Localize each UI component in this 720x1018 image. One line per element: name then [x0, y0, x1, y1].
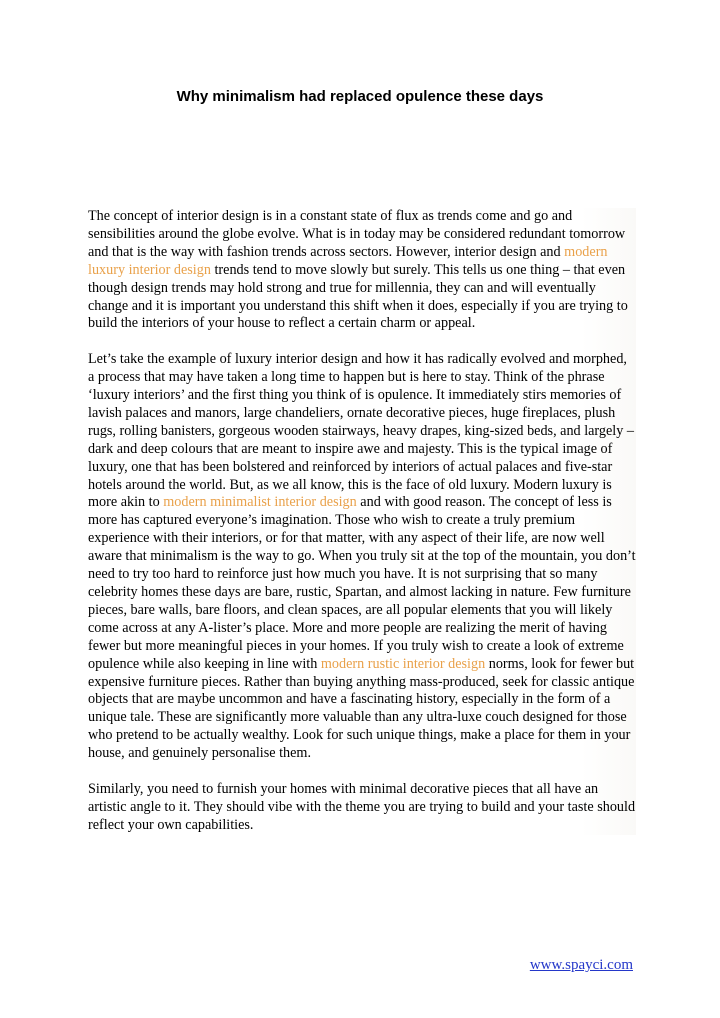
paragraph-2-text-end: norms, look for fewer but expensive furniture pieces. Rather than buying anything mass-produced, seek for classic antique objects that are maybe uncommon and have a fascinating history, especially in the form of a unique tale. These are significantly more valuable than any ultra-luxe couch designed for those who pretend to be actually wealthy. Look for such unique things, make a place for them in your house, and genuinely personalise them.	[88, 655, 635, 762]
modern-luxury-interior-design-link[interactable]: modern luxury interior design	[88, 243, 608, 278]
paragraph-1-text-end: trends tend to move slowly but surely. This tells us one thing – that even though design trends may hold strong and true for millennia, they can and will eventually change and it is important you understand this shift when it does, especially if you are trying to build the interiors of your house to reflect a certain charm or appeal.	[88, 261, 628, 332]
article-body	[88, 208, 636, 835]
page-title: Why minimalism had replaced opulence these days	[176, 88, 544, 105]
footer-website-link[interactable]: www.spayci.com	[529, 957, 633, 973]
paragraph-1	[88, 208, 636, 333]
paragraph-2	[88, 351, 636, 763]
modern-minimalist-interior-design-link[interactable]: modern minimalist interior design	[163, 494, 357, 511]
paragraph-3: Similarly, you need to furnish your homes with minimal decorative pieces that all have an artistic angle to it. They should vibe with the theme you are trying to build and your taste should reflect your own capabilities.	[88, 780, 636, 833]
paragraph-1-text-start: The concept of interior design is in a constant state of flux as trends come and go and sensibilities around the globe evolve. What is in today may be considered redundant tomorrow and that is the way with fashion trends across sectors. However, interior design and	[88, 208, 626, 260]
paragraph-2-text-middle: and with good reason. The concept of less is more has captured everyone’s imagination. Those who wish to create a truly premium experience with their interiors, or for that matter, with any aspect of their life, are now well aware that minimalism is the way to go. When you truly sit at the top of the mountain, you don’t need to try too hard to reinforce just how much you have. It is not surprising that so many celebrity homes these days are bare, rustic, Spartan, and almost lacking in nature. Few furniture pieces, bare walls, bare floors, and clean spaces, are all popular elements that you will likely come across at any A-lister’s place. More and more people are realizing the merit of having fewer but more meaningful pieces in your homes. If you truly wish to create a look of extreme opulence while also keeping in line with	[88, 494, 636, 672]
paragraph-2-text-start: Let’s take the example of luxury interior design and how it has radically evolved and morphed, a process that may have taken a long time to happen but is here to stay. Think of the phrase ‘luxury interiors’ and the first thing you think of is opulence. It immediately stirs memories of lavish palaces and manors, large chandeliers, ornate decorative pieces, huge fireplaces, plush rugs, rolling banisters, gorgeous wooden stairways, heavy drapes, king-sized beds, and largely – dark and deep colours that are meant to inspire awe and majesty. This is the typical image of luxury, one that has been bolstered and reinforced by interiors of actual palaces and five-star hotels around the world. But, as we all know, this is the face of old luxury. Modern luxury is more akin to	[88, 351, 634, 511]
modern-rustic-interior-design-link[interactable]: modern rustic interior design	[320, 655, 486, 672]
